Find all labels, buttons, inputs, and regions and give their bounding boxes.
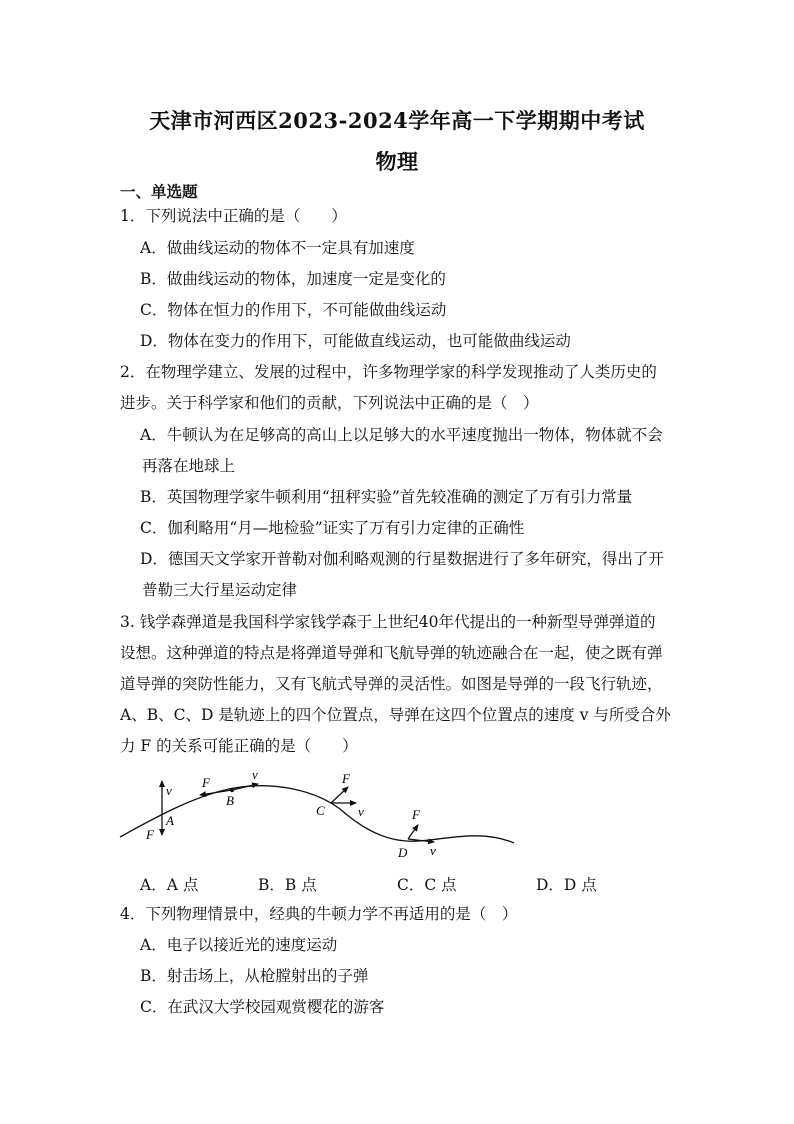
label-point-a: A xyxy=(166,813,174,828)
q4-option-a: A．电子以接近光的速度运动 xyxy=(140,936,338,954)
q2-option-d-line2: 普勒三大行星运动定律 xyxy=(142,581,298,599)
q3-stem-line1: 3. 钱学森弹道是我国科学家钱学森于上世纪40年代提出的一种新型导弹弹道的 xyxy=(120,613,656,631)
q3-stem-line2: 设想。这种弹道的特点是将弹道导弹和飞航导弹的轨迹融合在一起，使之既有弹 xyxy=(120,644,663,662)
point-d-force-arrow xyxy=(408,825,418,839)
q2-option-d-line1: D．德国天文学家开普勒对伽利略观测的行星数据进行了多年研究，得出了开 xyxy=(140,550,664,568)
section-heading: 一、单选题 xyxy=(120,182,198,201)
label-v-a: v xyxy=(166,783,172,798)
point-b-velocity-arrow xyxy=(232,784,258,790)
label-v-c: v xyxy=(358,804,364,819)
q2-option-c: C．伽利略用“月—地检验”证实了万有引力定律的正确性 xyxy=(140,519,525,537)
point-c-force-arrow xyxy=(331,787,348,803)
q1-stem: 1．下列说法中正确的是（ ） xyxy=(120,207,347,225)
q2-option-a-line2: 再落在地球上 xyxy=(142,457,236,475)
q1-option-c: C．物体在恒力的作用下，不可能做曲线运动 xyxy=(140,301,447,319)
q4-option-b: B．射击场上，从枪膛射出的子弹 xyxy=(140,967,369,985)
exam-title: 天津市河西区2023-2024学年高一下学期期中考试 xyxy=(149,108,645,133)
q3-option-a: A．A 点 xyxy=(140,876,199,894)
label-point-c: C xyxy=(316,803,325,818)
label-v-d: v xyxy=(430,843,436,858)
q2-option-a-line1: A．牛顿认为在足够高的高山上以足够大的水平速度抛出一物体，物体就不会 xyxy=(140,426,663,444)
label-point-d: D xyxy=(398,845,408,860)
q4-stem: 4．下列物理情景中，经典的牛顿力学不再适用的是（ ） xyxy=(120,905,518,923)
q3-stem-line4: A、B、C、D 是轨迹上的四个位置点，导弹在这四个位置点的速度 v 与所受合外 xyxy=(120,706,671,724)
q3-option-c: C．C 点 xyxy=(397,876,457,894)
q1-option-a: A．做曲线运动的物体不一定具有加速度 xyxy=(140,239,415,257)
label-point-b: B xyxy=(226,793,234,808)
q2-option-b: B．英国物理学家牛顿利用“扭秤实验”首先较准确的测定了万有引力常量 xyxy=(140,488,633,506)
label-f-b: F xyxy=(202,775,210,790)
q4-option-c: C．在武汉大学校园观赏樱花的游客 xyxy=(140,998,385,1016)
trajectory-diagram xyxy=(116,765,526,865)
exam-subject: 物理 xyxy=(375,149,419,174)
q3-option-b: B．B 点 xyxy=(258,876,317,894)
q1-option-d: D．物体在变力的作用下，可能做直线运动，也可能做曲线运动 xyxy=(140,332,571,350)
q2-stem-line2: 进步。关于科学家和他们的贡献，下列说法中正确的是（ ） xyxy=(120,394,539,412)
q1-option-b: B．做曲线运动的物体，加速度一定是变化的 xyxy=(140,270,446,288)
q2-stem-line1: 2．在物理学建立、发展的过程中，许多物理学家的科学发现推动了人类历史的 xyxy=(120,363,657,381)
q3-stem-line3: 道导弹的突防性能力，又有飞航式导弹的灵活性。如图是导弹的一段飞行轨迹， xyxy=(120,675,663,693)
label-f-c: F xyxy=(342,771,350,786)
q3-stem-line5: 力 F 的关系可能正确的是（ ） xyxy=(120,737,358,755)
label-f-d: F xyxy=(412,807,420,822)
label-f-a: F xyxy=(146,827,154,842)
label-v-b: v xyxy=(252,767,258,782)
q3-option-d: D．D 点 xyxy=(536,876,597,894)
